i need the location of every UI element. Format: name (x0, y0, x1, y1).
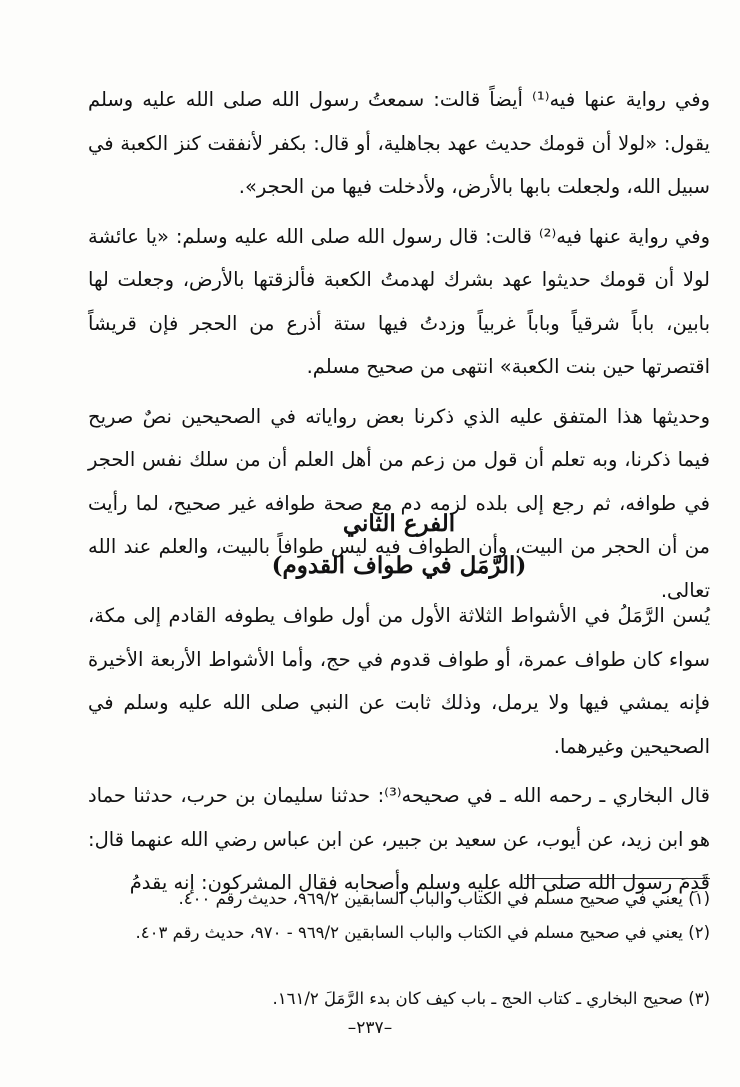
footnote-2: (٢) يعني في صحيح مسلم في الكتاب والباب السابقين ٩٦٩/٢ - ٩٧٠، حديث رقم ٤٠٣. (135, 923, 710, 942)
section-subheading: (الرَّمَل في طواف القدوم) (271, 552, 527, 579)
footnote-separator (524, 878, 710, 879)
footnote-1: (١) يعني في صحيح مسلم في الكتاب والباب السابقين ٩٦٩/٢، حديث رقم ٤٠٠. (178, 889, 710, 908)
paragraph-5: قال البخاري ـ رحمه الله ـ في صحيحه⁽³⁾: حدثنا سليمان بن حرب، حدثنا حماد هو ابن زيد، عن أيوب، عن سعيد بن جبير، عن ابن عباس رضي الله عنهما قال: قَدِمَ رسول الله صلى الله عليه وسلم وأصحابه فقال المشركون: إنه يقدمُ (88, 784, 710, 894)
paragraph-1: وفي رواية عنها فيه⁽¹⁾ أيضاً قالت: سمعتُ رسول الله صلى الله عليه وسلم يقول: «لولا أن قومك حديث عهد بجاهلية، أو قال: بكفر لأنفقت كنز الكعبة في سبيل الله، ولجعلت بابها بالأرض، ولأدخلت فيها من الحجر». (88, 88, 710, 198)
section-heading: الفرع الثاني (342, 510, 456, 537)
paragraph-3: وحديثها هذا المتفق عليه الذي ذكرنا بعض رواياته في الصحيحين نصٌ صريح فيما ذكرنا، وبه تعلم أن قول من زعم من أهل العلم أن من سلك نفس الحجر في طوافه، ثم رجع إلى بلده لزمه دم مع صحة طوافه غير صحيح، لما رأيت من أن الحجر من البيت، وأن الطواف فيه ليس طوافاً بالبيت، والعلم عند الله تعالى. (88, 404, 710, 602)
page-number: –٢٣٧– (347, 1018, 393, 1038)
paragraph-2: وفي رواية عنها فيه⁽²⁾ قالت: قال رسول الله صلى الله عليه وسلم: «يا عائشة لولا أن قومك حديثوا عهد بشرك لهدمتُ الكعبة فألزقتها بالأرض، وجعلت لها بابين، باباً شرقياً وباباً غربياً وزدتُ فيها ستة أذرع من الحجر فإن قريشاً اقتصرتها حين بنت الكعبة» انتهى من صحيح مسلم. (88, 224, 710, 378)
paragraph-4: يُسن الرَّمَلُ في الأشواط الثلاثة الأول من أول طواف يطوفه القادم إلى مكة، سواء كان طواف عمرة، أو طواف قدوم في حج، وأما الأشواط الأربعة الأخيرة فإنه يمشي فيها ولا يرمل، وذلك ثابت عن النبي صلى الله عليه وسلم في الصحيحين وغيرهما. (88, 604, 710, 758)
footnote-3: (٣) صحيح البخاري ـ كتاب الحج ـ باب كيف كان بدء الرَّمَلَ ١٦١/٢. (272, 989, 710, 1008)
body-text-lower (88, 594, 710, 905)
